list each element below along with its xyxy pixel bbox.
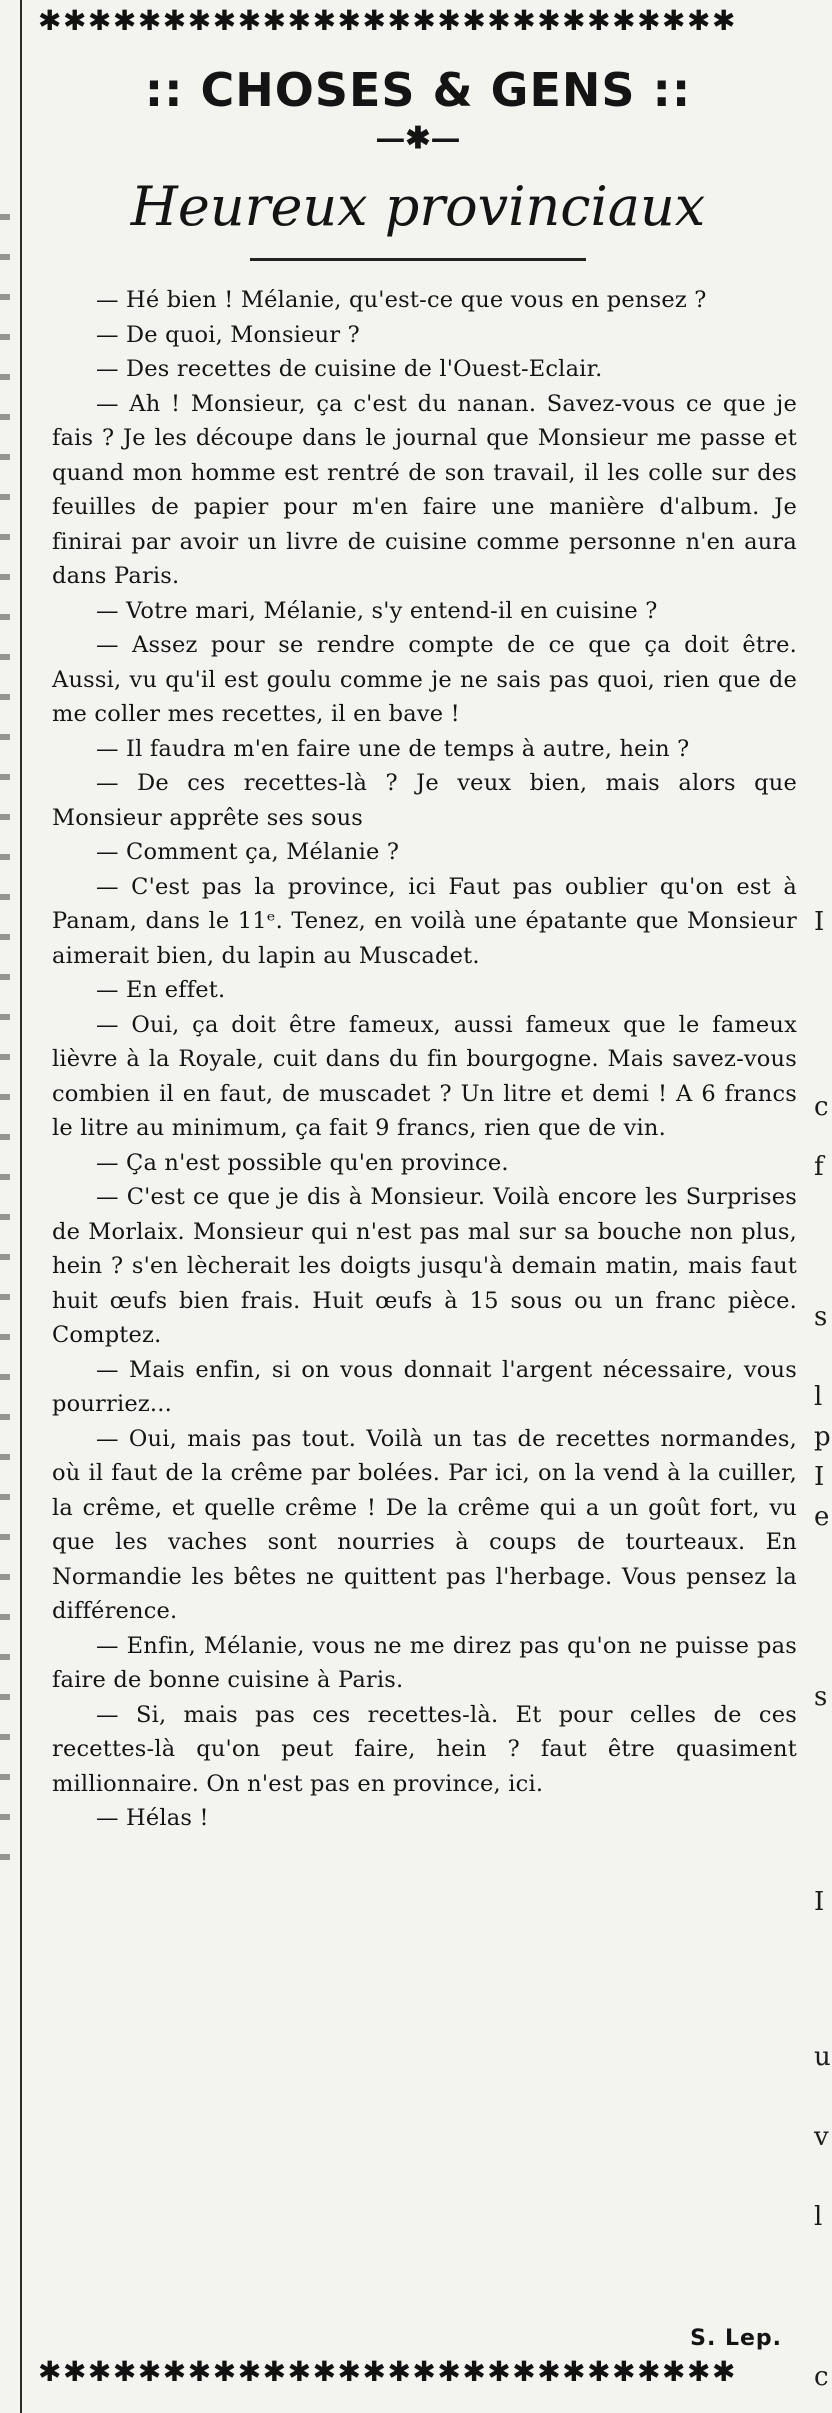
paragraph: — Votre mari, Mélanie, s'y entend-il en cuisine ? [96,597,658,624]
column-fragment: c [814,2362,829,2392]
author-signature: S. Lep. [690,2326,782,2351]
paragraph: — Il faudra m'en faire une de temps à autre, hein ? [96,735,690,762]
article-body [52,283,797,1836]
column-fragment: p [814,1422,831,1452]
paragraph: — Ça n'est possible qu'en province. [96,1149,509,1176]
column-fragment: s [814,1682,828,1712]
column-fragment: I [814,1887,825,1917]
paragraph: — De ces recettes-là ? Je veux bien, mais alors que Monsieur apprête ses sous [52,770,797,831]
paragraph: — Oui, mais pas tout. Voilà un tas de recettes normandes, où il faut de la crême par bolées. Par ici, on la vend à la cuiller, la crême, et quelle crême ! De la crême qui a un goût fort, vu que les vaches sont nourries à coups de tourteaux. En Normandie les bêtes ne quittent pas l'herbage. Vous pensez la différence. [52,1425,797,1624]
paragraph: — Enfin, Mélanie, vous ne me direz pas qu'on ne puisse pas faire de bonne cuisine à Paris. [52,1632,797,1693]
column-fragment: e [814,1502,830,1532]
column-fragment: s [814,1302,828,1332]
column-fragment: c [814,1092,829,1122]
paragraph: — En effet. [96,977,226,1003]
adjacent-column-edge [0,180,10,1880]
paragraph: — Hé bien ! Mélanie, qu'est-ce que vous en pensez ? [96,287,707,313]
paragraph: — Oui, ça doit être fameux, aussi fameux que le fameux lièvre à la Royale, cuit dans du fin bourgogne. Mais savez-vous combien il en faut, de muscadet ? Un litre et demi ! A 6 francs le litre au minimum, ça fait 9 francs, rien que de vin. [52,1011,797,1141]
column-rule-left [20,0,22,2413]
column-fragment: v [814,2122,829,2152]
paragraph: — Hélas ! [96,1805,209,1831]
paragraph: — C'est ce que je dis à Monsieur. Voilà encore les Surprises de Morlaix. Monsieur qui n'est pas mal sur sa bouche non plus, hein ? s'en lècherait les doigts jusqu'à demain matin, mais faut huit œufs bien frais. Huit œufs à 15 sous ou un franc pièce. Comptez. [52,1184,797,1348]
paragraph: — De quoi, Monsieur ? [96,321,360,348]
title-separator: —✱— [375,121,461,156]
paragraph: — Mais enfin, si on vous donnait l'argent nécessaire, vous pourriez... [52,1356,797,1417]
column-fragment: l [814,2202,823,2232]
adjacent-column-right [808,0,832,2413]
column-fragment: I [814,1462,825,1492]
paragraph: — Assez pour se rendre compte de ce que ça doit être. Aussi, vu qu'il est goulu comme je ne sais pas quoi, rien que de me coller mes recettes, il en bave ! [52,632,797,727]
paragraph: — Des recettes de cuisine de l'Ouest-Eclair. [96,356,603,382]
column-fragment: I [814,907,825,937]
paragraph: — Ah ! Monsieur, ça c'est du nanan. Savez-vous ce que je fais ? Je les découpe dans le journal que Monsieur me passe et quand mon homme est rentré de son travail, il les colle sur des feuilles de papier pour m'en faire une manière d'album. Je finirai par avoir un livre de cuisine comme personne n'en aura dans Paris. [52,390,797,589]
paragraph: — C'est pas la province, ici Faut pas oublier qu'on est à Panam, dans le 11ᵉ. Tenez, en voilà une épatante que Monsieur aimerait bien, du lapin au Muscadet. [52,873,797,969]
rubric-title: :: CHOSES & GENS :: [144,63,692,117]
headline-underline [250,258,586,261]
paragraph: — Si, mais pas ces recettes-là. Et pour celles de ces recettes-là qu'on peut faire, hein ? faut être quasiment millionnaire. On n'est pas en province, ici. [52,1701,797,1797]
article-headline: Heureux provinciaux [130,175,706,238]
column-fragment: f [814,1152,824,1182]
column-fragment: u [814,2042,831,2072]
column-fragment: l [814,1382,823,1412]
paragraph: — Comment ça, Mélanie ? [96,839,400,865]
bottom-star-border: ✱✱✱✱✱✱✱✱✱✱✱✱✱✱✱✱✱✱✱✱✱✱✱✱✱✱✱✱ [38,2357,737,2387]
top-star-border: ✱✱✱✱✱✱✱✱✱✱✱✱✱✱✱✱✱✱✱✱✱✱✱✱✱✱✱✱ [38,6,737,36]
